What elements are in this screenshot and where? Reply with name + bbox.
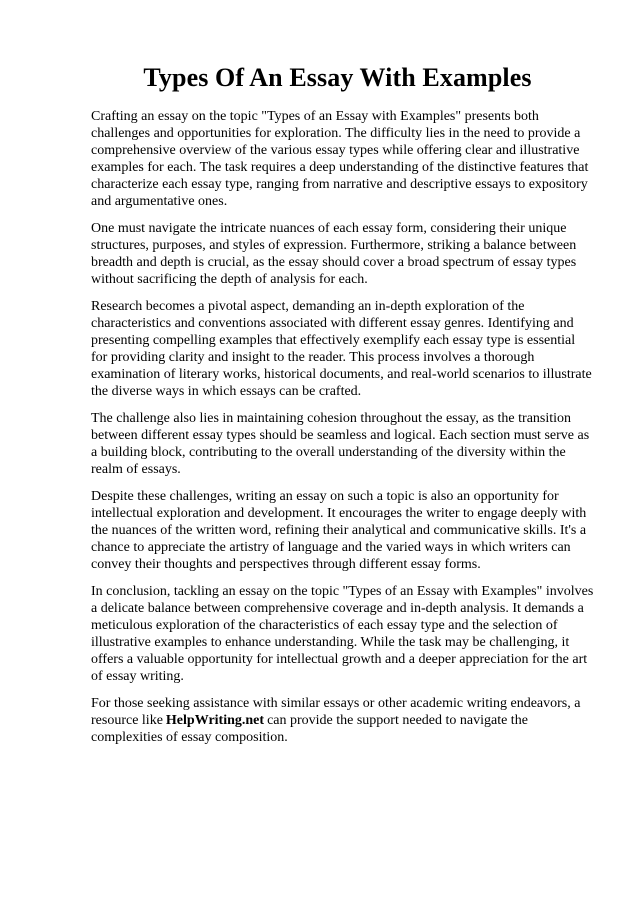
helpwriting-link[interactable]: HelpWriting.net [165,713,265,728]
page-title: Types Of An Essay With Examples [143,63,532,92]
paragraph-research: Research becomes a pivotal aspect, demanding an in-depth exploration of the characteristics and conventions associated with different essay genres. Identifying and presenting compelling examples that effectively exemplify each essay type is essential for providing clarity and insight to the reader. This process involves a thorough examination of literary works, historical documents, and real-world scenarios to illustrate the diverse ways in which essays can be crafted. [91,299,592,399]
paragraph-opportunity: Despite these challenges, writing an essay on such a topic is also an opportunity for intellectual exploration and development. It encourages the writer to engage deeply with the nuances of the written word, refining their analytical and communicative skills. It's a chance to appreciate the artistry of language and the varied ways in which writers can convey their thoughts and perspectives through different essay forms. [91,489,587,572]
paragraph-conclusion: In conclusion, tackling an essay on the topic "Types of an Essay with Examples" involves a delicate balance between comprehensive coverage and in-depth analysis. It demands a meticulous exploration of the characteristics of each essay type and the selection of illustrative examples to enhance understanding. While the task may be challenging, it offers a valuable opportunity for intellectual growth and a deeper appreciation for the art of essay writing. [91,584,594,684]
paragraph-nuances: One must navigate the intricate nuances of each essay form, considering their unique structures, purposes, and styles of expression. Furthermore, striking a balance between breadth and depth is crucial, as the essay should cover a broad spectrum of essay types without sacrificing the depth of analysis for each. [91,221,577,287]
closing-text-after: can provide the support needed to navigate the complexities of essay composition. [91,713,528,745]
paragraph-cohesion: The challenge also lies in maintaining cohesion throughout the essay, as the transition between different essay types should be seamless and logical. Each section must serve as a building block, contributing to the overall understanding of the diversity within the realm of essays. [91,411,590,477]
paragraph-intro: Crafting an essay on the topic "Types of an Essay with Examples" presents both challenges and opportunities for exploration. The difficulty lies in the need to provide a comprehensive overview of the various essay types while offering clear and illustrative examples for each. The task requires a deep understanding of the distinctive features that characterize each essay type, ranging from narrative and descriptive essays to expository and argumentative ones. [91,109,589,209]
closing-text-before: For those seeking assistance with similar essays or other academic writing endeavors, a resource like [91,696,581,728]
paragraph-closing [91,695,594,746]
